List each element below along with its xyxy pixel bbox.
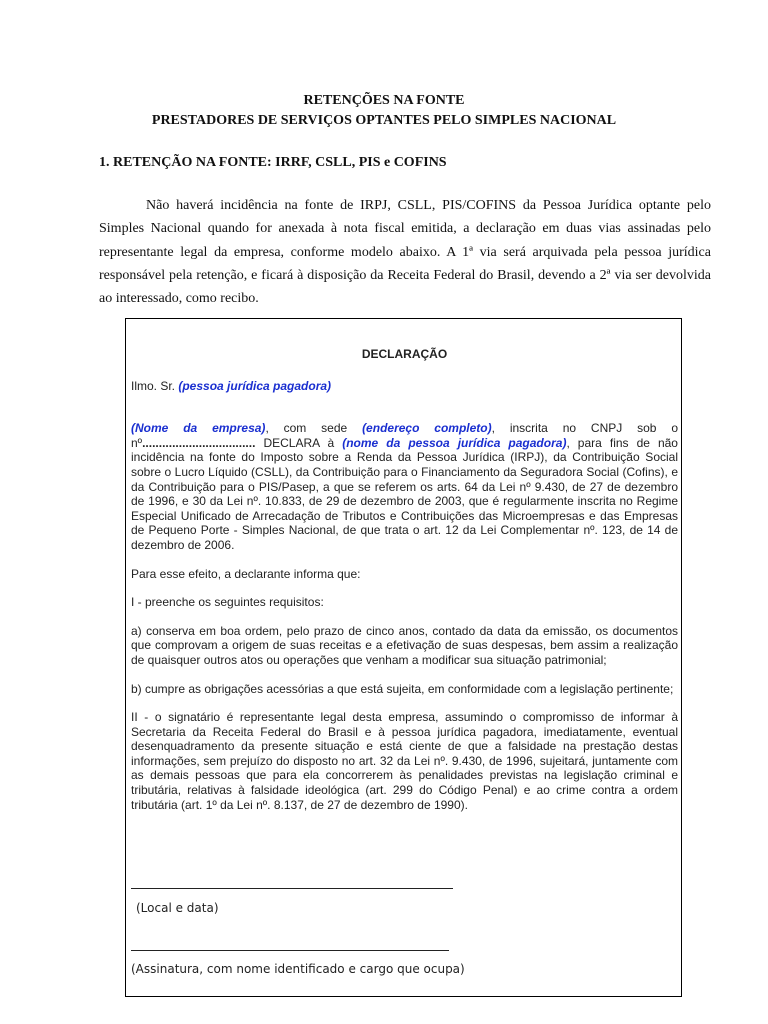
- signature-line: [131, 950, 449, 951]
- p1-text-b: , inscrita no CNPJ sob o nº: [131, 421, 678, 450]
- declaration-heading: DECLARAÇÃO: [361, 347, 448, 361]
- payer-name-field: (nome da pessoa jurídica pagadora): [342, 435, 567, 450]
- declaration-paragraph-effect: Para esse efeito, a declarante informa que:: [131, 566, 361, 581]
- company-name-field: (Nome da empresa): [131, 421, 266, 436]
- declaration-item-a: a) conserva em boa ordem, pelo prazo de cinco anos, contado da data da emissão, os documentos que comprovam a origem de suas receitas e a efetivação de suas despesas, bem assim a realização de quaisquer outros atos ou operações que venham a modificar sua situação patrimonial;: [131, 623, 678, 667]
- document-subtitle: PRESTADORES DE SERVIÇOS OPTANTES PELO SIMPLES NACIONAL: [151, 113, 617, 128]
- intro-paragraph: Não haverá incidência na fonte de IRPJ, CSLL, PIS/COFINS da Pessoa Jurídica optante pelo Simples Nacional quando for anexada à nota fiscal emitida, a declaração em duas vias assinadas pelo representante legal da empresa, conforme modelo abaixo. A 1ª via será arquivada pela pessoa jurídica responsável pela retenção, e ficará à disposição da Receita Federal do Brasil, devendo a 2ª via ser devolvida ao interessado, como recibo.: [99, 198, 711, 307]
- declaration-item-b: b) cumpre as obrigações acessórias a que está sujeita, em conformidade com a legislação pertinente;: [131, 681, 674, 696]
- greeting: [131, 379, 678, 394]
- p1-text-d: , para fins de não incidência na fonte do Imposto sobre a Renda da Pessoa Jurídica (IRPJ), da Contribuição Social sobre o Lucro Líquido (CSLL), da Contribuição para o Financiamento da Seguradora Social (Cofins), e da Contribuição para o PIS/Pasep, a que se referem os arts. 64 da Lei nº 9.430, de 27 de dezembro de 1996, e 30 da Lei nº. 10.833, de 29 de dezembro de 2003, que é regularmente inscrita no Regime Especial Unificado de Arrecadação de Tributos e Contribuições das Microempresas e das Empresas de Pequeno Porte - Simples Nacional, de que trata o art. 12 da Lei Complementar nº. 123, de 14 de dezembro de 2006.: [131, 435, 678, 552]
- declaration-paragraph-main: [131, 421, 678, 552]
- section-heading: 1. RETENÇÃO NA FONTE: IRRF, CSLL, PIS e COFINS: [99, 155, 447, 170]
- declaration-paragraph-requirements: I - preenche os seguintes requisitos:: [131, 595, 324, 610]
- document-title: RETENÇÕES NA FONTE: [303, 93, 465, 108]
- place-date-label: (Local e data): [136, 901, 219, 915]
- p1-text-a: , com sede: [265, 421, 363, 436]
- cnpj-dots-field: ..................................: [142, 435, 256, 450]
- place-date-line: [131, 888, 453, 889]
- signature-label: (Assinatura, com nome identificado e cargo que ocupa): [131, 962, 465, 976]
- declaration-item-ii: II - o signatário é representante legal desta empresa, assumindo o compromisso de informar à Secretaria da Receita Federal do Brasil e à pessoa jurídica pagadora, imediatamente, eventual desenquadramento da presente situação e está ciente de que a falsidade na prestação destas informações, sem prejuízo do disposto no art. 32 da Lei nº. 9.430, de 1996, sujeitará, juntamente com as demais pessoas que para ela concorrerem às penalidades previstas na legislação criminal e tributária, relativas à falsidade ideológica (art. 299 do Código Penal) e ao crime contra a ordem tributária (art. 1º da Lei nº. 8.137, de 27 de dezembro de 1990).: [131, 710, 678, 812]
- greeting-prefix: Ilmo. Sr.: [131, 378, 179, 393]
- declaration-content: [131, 347, 678, 812]
- p1-text-c: DECLARA à: [255, 435, 343, 450]
- greeting-field: (pessoa jurídica pagadora): [178, 378, 332, 393]
- address-field: (endereço completo): [362, 421, 492, 436]
